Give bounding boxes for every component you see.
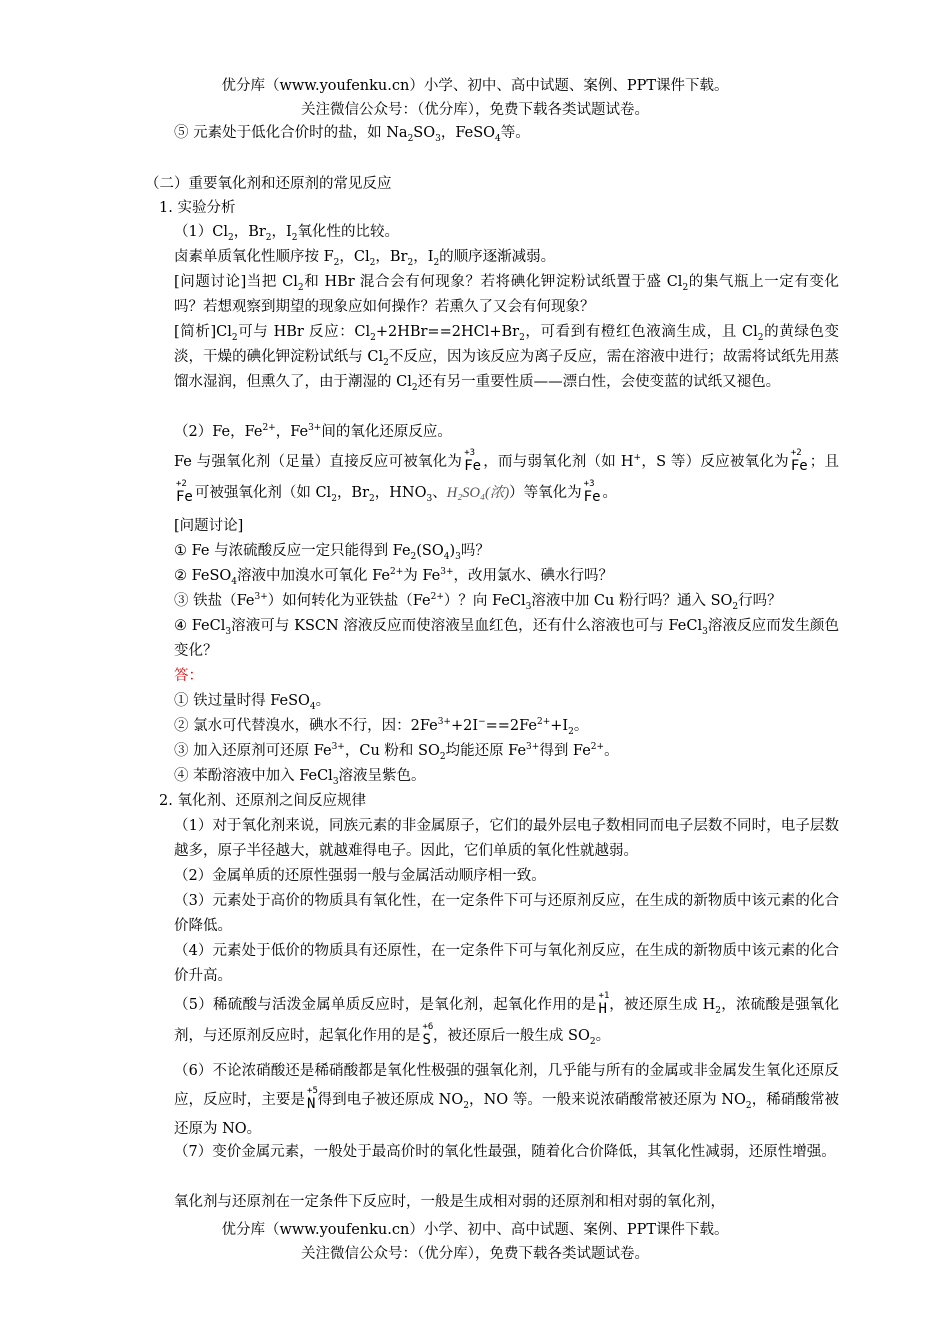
oxidation-state-fe3: +3 Fe xyxy=(583,479,601,505)
subsection-title-2: 2. 氧化剂、还原剂之间反应规律 xyxy=(159,793,366,809)
rule-3: （3）元素处于高价的物质具有氧化性，在一定条件下可与还原剂反应，在生成的新物质中该元素的化合价降低。 xyxy=(174,893,839,934)
paragraph-fe: Fe 与强氧化剂（足量）直接反应可被氧化为 +3 Fe ，而与弱氧化剂（如 H+，S 等）反应被氧化为 +2 Fe ；且 +2 Fe 可被强氧化剂（如 $Cl_2$，$Br_2$，$HNO_3$、H₂SO₄(浓)）等氧化为 +3 Fe 。 xyxy=(174,448,839,505)
paragraph-analysis-cl: [简析]$Cl_2$可与 HBr 反应：$Cl_2+2HBr==2HCl+Br_2$，可看到有橙红色液滴生成，且 $Cl_2$的黄绿色变淡，干燥的碘化钾淀粉试纸与 $Cl_2$不反应，因为该反应为离子反应，需在溶液中进行；故需将试纸先用蒸馏水湿润，但熏久了，由于潮湿的 $Cl_2$还有另一重要性质——漂白性，会使变蓝的试纸又褪色。 xyxy=(174,324,840,393)
question-label: [问题讨论] xyxy=(174,518,244,534)
rule-4: （4）元素处于低价的物质具有还原性，在一定条件下可与氧化剂反应，在生成的新物质中该元素的化合价升高。 xyxy=(174,943,839,984)
question-3: ③ 铁盐$(Fe^{3+})$如何转化为亚铁盐$(Fe^{2+})$？向 FeCl$_3$溶液中加 Cu 粉行吗？通入 $SO_2$行吗？ xyxy=(174,592,782,612)
rule-5: （5）稀硫酸与活泼金属单质反应时，是氧化剂，起氧化作用的是 +1 H ，被还原生成 $H_2$，浓硫酸是强氧化剂，与还原剂反应时，起氧化作用的是 +6 S ，被还原后一般生成 $SO_2$。 xyxy=(174,991,839,1048)
oxidation-state-fe3: +3 Fe xyxy=(464,448,482,474)
answer-3: ③ 加入还原剂可还原 $Fe^{3+}$，Cu 粉和 $SO_2$均能还原 $Fe^{3+}$得到 $Fe^{2+}$。 xyxy=(174,742,619,762)
oxidation-state-fe2: +2 Fe xyxy=(790,448,808,474)
item-5: ⑤ 元素处于低化合价时的盐，如 $Na_2SO_3$，FeSO$_4$等。 xyxy=(174,125,530,144)
answer-1: ① 铁过量时得 FeSO$_4$。 xyxy=(174,693,331,712)
question-2: ② FeSO$_4$溶液中加溴水可氧化 $Fe^{2+}$为 $Fe^{3+}$，改用氯水、碘水行吗？ xyxy=(174,567,614,587)
footer-line-1: 优分库（www.youfenku.cn）小学、初中、高中试题、案例、PPT课件下载。 xyxy=(221,1222,729,1238)
answer-label: 答： xyxy=(174,668,203,684)
paragraph-fe-title: （2）Fe，$Fe^{2+}$，$Fe^{3+}$间的氧化还原反应。 xyxy=(174,423,452,440)
formula-h2so4: H₂SO₄(浓) xyxy=(446,485,510,501)
rule-7: （7）变价金属元素，一般处于最高价时的氧化性最强，随着化合价降低，其氧化性减弱，还原性增强。 xyxy=(174,1144,836,1160)
header-line-2: 关注微信公众号：（优分库），免费下载各类试题试卷。 xyxy=(301,102,649,118)
answer-2: ② 氯水可代替溴水，碘水不行，因：$2Fe^{3+}+2I^-==2Fe^{2+}+I_2$。 xyxy=(174,717,589,737)
oxidation-state-h: +1 H xyxy=(598,991,610,1017)
section-title: （二）重要氧化剂和还原剂的常见反应 xyxy=(145,176,392,192)
paragraph-halogen: 卤素单质氧化性顺序按 $F_2$，$Cl_2$，$Br_2$，$I_2$的顺序逐渐减弱。 xyxy=(174,249,556,268)
footer-line-2: 关注微信公众号：（优分库），免费下载各类试题试卷。 xyxy=(301,1246,649,1262)
answer-4: ④ 苯酚溶液中加入 FeCl$_3$溶液呈紫色。 xyxy=(174,768,426,787)
question-1: ① Fe 与浓硫酸反应一定只能得到 $Fe_2(SO_4)_3$吗？ xyxy=(174,543,490,562)
rule-1: （1）对于氧化剂来说，同族元素的非金属原子，它们的最外层电子数相同而电子层数不同时，电子层数越多，原子半径越大，就越难得电子。因此，它们单质的氧化性就越弱。 xyxy=(174,818,839,859)
paragraph-question-cl: [问题讨论]当把 $Cl_2$和 HBr 混合会有何现象？若将碘化钾淀粉试纸置于盛 $Cl_2$的集气瓶上一定有变化吗？若想观察到期望的现象应如何操作？若熏久了又会有何现象？ xyxy=(174,274,840,315)
rule-6: （6）不论浓硝酸还是稀硝酸都是氧化性极强的强氧化剂，几乎能与所有的金属或非金属发生氧化还原反应，反应时，主要是 +5 N 得到电子被还原成 $NO_2$，NO 等。一般来说浓硝酸常被还原为 $NO_2$，稀硝酸常被还原为 NO。 xyxy=(174,1063,840,1137)
paragraph-cl-title: $(1)Cl_2$，$Br_2$，$I_2$氧化性的比较。 xyxy=(174,224,399,243)
rule-8: 氧化剂与还原剂在一定条件下反应时，一般是生成相对弱的还原剂和相对弱的氧化剂， xyxy=(174,1194,725,1210)
header-line-1: 优分库（www.youfenku.cn）小学、初中、高中试题、案例、PPT课件下载。 xyxy=(221,78,729,94)
oxidation-state-fe2: +2 Fe xyxy=(176,479,193,505)
subsection-title-1: 1. 实验分析 xyxy=(159,200,236,216)
oxidation-state-s: +6 S xyxy=(422,1022,434,1048)
oxidation-state-n: +5 N xyxy=(307,1086,318,1112)
question-4: ④ FeCl$_3$溶液可与 KSCN 溶液反应而使溶液呈血红色，还有什么溶液也可与 FeCl$_3$溶液反应而发生颜色变化？ xyxy=(174,618,839,659)
rule-2: （2）金属单质的还原性强弱一般与金属活动顺序相一致。 xyxy=(174,868,546,884)
